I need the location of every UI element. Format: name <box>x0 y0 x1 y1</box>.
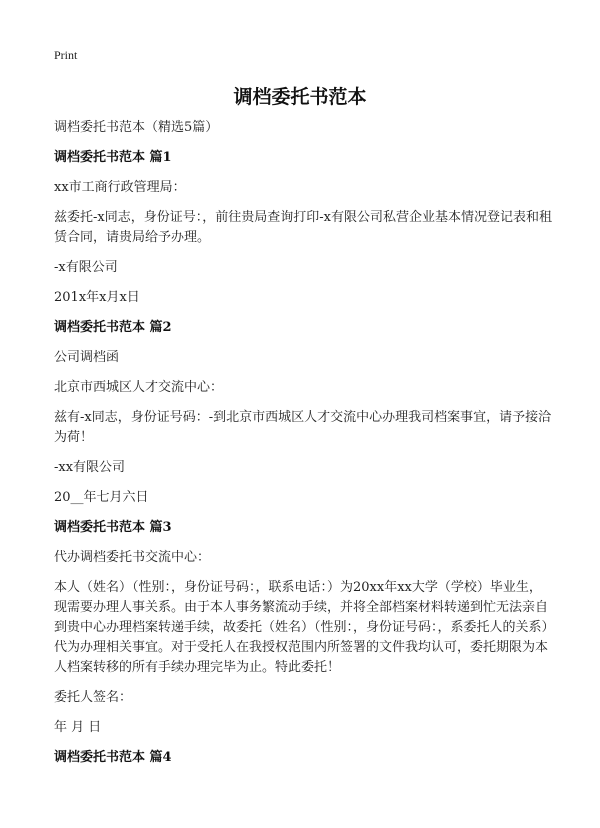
paragraph: 20__年七月六日 <box>54 490 149 505</box>
paragraph: 委托人签名： <box>54 690 133 705</box>
paragraph: 代办调档委托书交流中心： <box>54 550 211 565</box>
section-heading-1: 调档委托书范本 篇1 <box>54 150 172 165</box>
paragraph: 公司调档函 <box>54 350 120 365</box>
section-heading-4: 调档委托书范本 篇4 <box>54 750 172 765</box>
section-heading-2: 调档委托书范本 篇2 <box>54 320 172 335</box>
paragraph: xx市工商行政管理局： <box>54 180 186 195</box>
paragraph: 年 月 日 <box>54 720 102 735</box>
paragraph: -x有限公司 <box>54 260 118 275</box>
paragraph: 兹有-x同志，身份证号码：-到北京市西城区人才交流中心办理我司档案事宜，请予接洽为荷！ <box>54 410 552 445</box>
paragraph: 北京市西城区人才交流中心： <box>54 380 224 395</box>
print-link[interactable]: Print <box>54 48 78 62</box>
paragraph: 本人（姓名）（性别：，身份证号码：，联系电话：）为20xx年xx大学（学校）毕业生，现需要办理人事关系。由于本人事务繁流动手续，并将全部档案材料转递到忙无法亲自到贵中心办理档案转递手续，故委托（姓名）（性别：，身份证号码：，系委托人的关系）代为办理相关事宜。对于受托人在我授权范围内所签署的文件我均认可，委托期限为本人档案转移的所有手续办理完毕为止。特此委托！ <box>54 580 549 675</box>
paragraph: 兹委托-x同志，身份证号：，前往贵局查询打印-x有限公司私营企业基本情况登记表和租赁合同，请贵局给予办理。 <box>54 210 552 245</box>
section-heading-3: 调档委托书范本 篇3 <box>54 520 172 535</box>
document-body <box>54 118 554 768</box>
document-title: 调档委托书范本 <box>233 86 367 108</box>
paragraph: -xx有限公司 <box>54 460 126 475</box>
document-subtitle: 调档委托书范本（精选5篇） <box>54 120 219 135</box>
paragraph: 201x年x月x日 <box>54 290 140 305</box>
